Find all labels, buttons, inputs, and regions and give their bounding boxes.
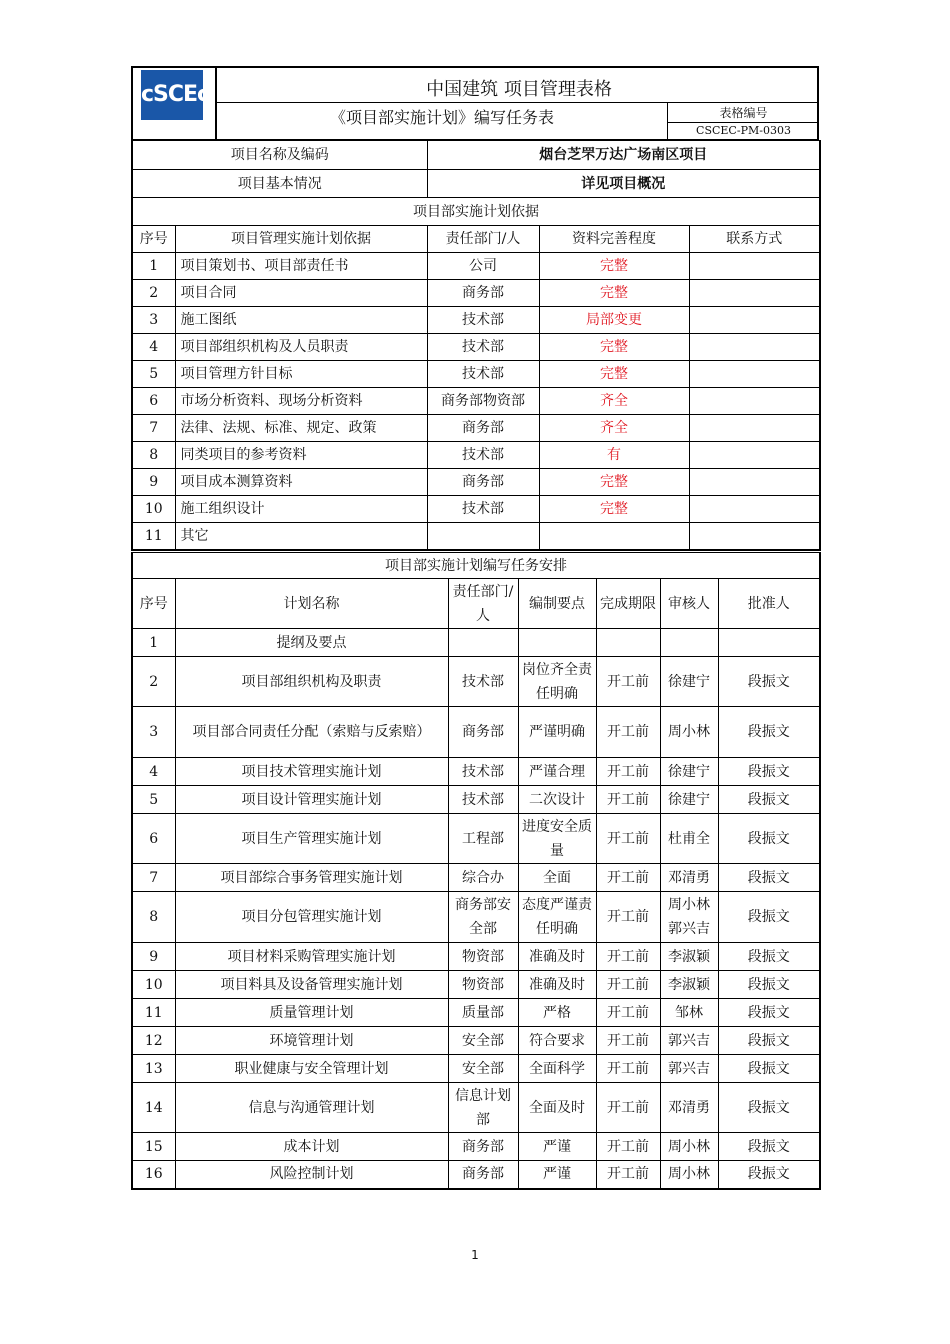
project-info-label: 项目基本情况	[132, 170, 427, 198]
task-row-name: 信息与沟通管理计划	[175, 1083, 448, 1133]
task-row-deadline: 开工前	[596, 971, 660, 999]
cscec-logo-icon	[141, 70, 210, 120]
basis-row-item: 同类项目的参考资料	[175, 442, 427, 469]
basis-section-title: 项目部实施计划依据	[132, 198, 820, 226]
task-row-approver: 段振文	[718, 999, 820, 1027]
basis-row-item: 施工组织设计	[175, 496, 427, 523]
task-row-points: 严谨明确	[518, 707, 596, 758]
task-row	[132, 814, 820, 864]
tasks-header-cell: 序号	[132, 579, 175, 629]
task-row-dept: 商务部	[448, 707, 518, 758]
task-row-points: 严谨	[518, 1161, 596, 1189]
task-row-points	[518, 629, 596, 657]
basis-row-no: 9	[132, 469, 175, 496]
basis-row-contact	[689, 334, 820, 361]
task-row	[132, 707, 820, 758]
basis-row-item: 项目部组织机构及人员职责	[175, 334, 427, 361]
logo-text: cSCEc	[141, 82, 210, 107]
basis-row-dept: 技术部	[427, 361, 539, 388]
project-name-label: 项目名称及编码	[132, 141, 427, 170]
task-row-no: 2	[132, 657, 175, 707]
task-row-points: 准确及时	[518, 943, 596, 971]
basis-row	[132, 442, 820, 469]
tasks-header-cell: 编制要点	[518, 579, 596, 629]
task-row-no: 3	[132, 707, 175, 758]
basis-row-status: 齐全	[539, 415, 689, 442]
task-row-deadline: 开工前	[596, 892, 660, 943]
basis-row-no: 7	[132, 415, 175, 442]
task-row-no: 11	[132, 999, 175, 1027]
project-name-value: 烟台芝罘万达广场南区项目	[427, 141, 820, 170]
task-row	[132, 758, 820, 786]
tasks-section-row	[132, 552, 820, 579]
basis-row-item: 市场分析资料、现场分析资料	[175, 388, 427, 415]
task-row-approver: 段振文	[718, 1055, 820, 1083]
basis-row-dept: 商务部	[427, 469, 539, 496]
task-row-approver: 段振文	[718, 657, 820, 707]
task-row-points: 进度安全质量	[518, 814, 596, 864]
task-row-reviewer: 周小林	[660, 1161, 718, 1189]
task-row-name: 质量管理计划	[175, 999, 448, 1027]
task-row-points: 符合要求	[518, 1027, 596, 1055]
task-row-deadline: 开工前	[596, 657, 660, 707]
form-code-value: CSCEC-PM-0303	[696, 124, 791, 137]
basis-row-dept: 技术部	[427, 334, 539, 361]
tasks-header-cell: 完成期限	[596, 579, 660, 629]
task-row-no: 10	[132, 971, 175, 999]
form-code-label: 表格编号	[719, 106, 768, 120]
basis-row-dept: 商务部	[427, 415, 539, 442]
task-row-dept: 技术部	[448, 657, 518, 707]
basis-row-no: 8	[132, 442, 175, 469]
basis-row-no: 6	[132, 388, 175, 415]
task-row-dept	[448, 629, 518, 657]
task-row-no: 12	[132, 1027, 175, 1055]
task-row-reviewer: 郭兴吉	[660, 1027, 718, 1055]
task-row-dept: 商务部安全部	[448, 892, 518, 943]
logo-box	[133, 68, 217, 140]
task-row-approver: 段振文	[718, 758, 820, 786]
task-row-dept: 商务部	[448, 1133, 518, 1161]
task-row-deadline: 开工前	[596, 786, 660, 814]
basis-row-contact	[689, 253, 820, 280]
task-row-approver: 段振文	[718, 1133, 820, 1161]
task-row-reviewer: 郭兴吉	[660, 1055, 718, 1083]
task-row-approver	[718, 629, 820, 657]
task-row-no: 1	[132, 629, 175, 657]
task-row-reviewer: 邹林	[660, 999, 718, 1027]
basis-row-status: 有	[539, 442, 689, 469]
basis-row-dept	[427, 523, 539, 550]
basis-row-item: 其它	[175, 523, 427, 550]
task-row-name: 项目生产管理实施计划	[175, 814, 448, 864]
basis-row-no: 10	[132, 496, 175, 523]
task-row	[132, 1083, 820, 1133]
task-row-dept: 信息计划部	[448, 1083, 518, 1133]
task-row-approver: 段振文	[718, 943, 820, 971]
basis-row	[132, 388, 820, 415]
basis-row	[132, 253, 820, 280]
task-row-name: 项目料具及设备管理实施计划	[175, 971, 448, 999]
task-row	[132, 971, 820, 999]
task-row-deadline: 开工前	[596, 943, 660, 971]
basis-row-status: 完整	[539, 469, 689, 496]
basis-row-item: 施工图纸	[175, 307, 427, 334]
task-row-deadline: 开工前	[596, 1055, 660, 1083]
basis-row-contact	[689, 469, 820, 496]
task-row-no: 8	[132, 892, 175, 943]
basis-row-status: 完整	[539, 496, 689, 523]
tasks-header-cell: 审核人	[660, 579, 718, 629]
task-row-approver: 段振文	[718, 1083, 820, 1133]
task-row-dept: 技术部	[448, 758, 518, 786]
task-row-name: 职业健康与安全管理计划	[175, 1055, 448, 1083]
task-row-points: 严格	[518, 999, 596, 1027]
task-row-points: 全面科学	[518, 1055, 596, 1083]
project-info-row	[132, 170, 820, 198]
task-row-deadline: 开工前	[596, 707, 660, 758]
basis-row-no: 3	[132, 307, 175, 334]
task-row	[132, 1133, 820, 1161]
form-code-box	[667, 102, 819, 140]
task-row-no: 4	[132, 758, 175, 786]
basis-row-status: 完整	[539, 253, 689, 280]
tasks-header-row	[132, 579, 820, 629]
basis-row	[132, 469, 820, 496]
basis-row-dept: 技术部	[427, 307, 539, 334]
basis-row	[132, 523, 820, 550]
task-row-name: 风险控制计划	[175, 1161, 448, 1189]
task-row-dept: 技术部	[448, 786, 518, 814]
basis-row-contact	[689, 361, 820, 388]
basis-row-item: 项目管理方针目标	[175, 361, 427, 388]
task-row	[132, 1055, 820, 1083]
task-row-approver: 段振文	[718, 864, 820, 892]
task-row-deadline: 开工前	[596, 1027, 660, 1055]
task-row-no: 7	[132, 864, 175, 892]
task-row-dept: 商务部	[448, 1161, 518, 1189]
task-row-name: 项目材料采购管理实施计划	[175, 943, 448, 971]
basis-row-contact	[689, 442, 820, 469]
task-row	[132, 943, 820, 971]
task-row-deadline: 开工前	[596, 1133, 660, 1161]
basis-row	[132, 361, 820, 388]
task-row-deadline	[596, 629, 660, 657]
task-row-reviewer: 周小林	[660, 707, 718, 758]
basis-row-no: 11	[132, 523, 175, 550]
task-row	[132, 892, 820, 943]
task-row-reviewer: 徐建宁	[660, 758, 718, 786]
form-subtitle: 《项目部实施计划》编写任务表	[329, 108, 554, 127]
task-row-reviewer: 徐建宁	[660, 786, 718, 814]
task-row-reviewer: 李淑颖	[660, 971, 718, 999]
task-row	[132, 1027, 820, 1055]
basis-row-no: 5	[132, 361, 175, 388]
task-row-points: 全面	[518, 864, 596, 892]
task-row	[132, 1161, 820, 1189]
basis-row-contact	[689, 307, 820, 334]
task-row-deadline: 开工前	[596, 758, 660, 786]
task-row	[132, 864, 820, 892]
task-row-no: 6	[132, 814, 175, 864]
basis-row-no: 1	[132, 253, 175, 280]
basis-header-cell: 资料完善程度	[539, 226, 689, 253]
basis-row-contact	[689, 496, 820, 523]
task-row-deadline: 开工前	[596, 814, 660, 864]
task-row-dept: 安全部	[448, 1055, 518, 1083]
task-row-deadline: 开工前	[596, 999, 660, 1027]
tasks-header-cell: 责任部门/人	[448, 579, 518, 629]
task-row-name: 项目技术管理实施计划	[175, 758, 448, 786]
basis-row	[132, 415, 820, 442]
task-row-points: 岗位齐全责任明确	[518, 657, 596, 707]
basis-row-dept: 商务部物资部	[427, 388, 539, 415]
task-row-approver: 段振文	[718, 1027, 820, 1055]
task-row-approver: 段振文	[718, 814, 820, 864]
tasks-table	[131, 550, 821, 1190]
task-row-deadline: 开工前	[596, 1083, 660, 1133]
task-row-no: 13	[132, 1055, 175, 1083]
form-sheet	[131, 66, 819, 1190]
task-row-reviewer: 周小林	[660, 1133, 718, 1161]
basis-row-status	[539, 523, 689, 550]
task-row	[132, 629, 820, 657]
basis-row-status: 完整	[539, 361, 689, 388]
task-row-dept: 物资部	[448, 943, 518, 971]
task-row-points: 准确及时	[518, 971, 596, 999]
task-row-name: 项目部合同责任分配（索赔与反索赔）	[175, 707, 448, 758]
task-row-approver: 段振文	[718, 786, 820, 814]
basis-row-contact	[689, 280, 820, 307]
task-row-name: 项目部组织机构及职责	[175, 657, 448, 707]
task-row-approver: 段振文	[718, 971, 820, 999]
basis-header-row	[132, 226, 820, 253]
task-row-reviewer: 邓清勇	[660, 1083, 718, 1133]
task-row-dept: 工程部	[448, 814, 518, 864]
task-row-dept: 安全部	[448, 1027, 518, 1055]
project-name-row	[132, 141, 820, 170]
task-row-approver: 段振文	[718, 707, 820, 758]
basis-row	[132, 280, 820, 307]
task-row-name: 提纲及要点	[175, 629, 448, 657]
basis-row	[132, 334, 820, 361]
basis-row-status: 完整	[539, 334, 689, 361]
task-row-name: 环境管理计划	[175, 1027, 448, 1055]
form-header	[131, 66, 819, 140]
task-row-deadline: 开工前	[596, 1161, 660, 1189]
task-row-no: 14	[132, 1083, 175, 1133]
basis-row-contact	[689, 415, 820, 442]
basis-row-status: 齐全	[539, 388, 689, 415]
task-row-name: 成本计划	[175, 1133, 448, 1161]
task-row-dept: 质量部	[448, 999, 518, 1027]
basis-header-cell: 序号	[132, 226, 175, 253]
tasks-header-cell: 批准人	[718, 579, 820, 629]
basis-row-dept: 商务部	[427, 280, 539, 307]
basis-row-contact	[689, 523, 820, 550]
basis-section-row	[132, 198, 820, 226]
form-code-divider	[668, 122, 819, 123]
basis-row-dept: 技术部	[427, 496, 539, 523]
basis-row-dept: 技术部	[427, 442, 539, 469]
basis-row-status: 局部变更	[539, 307, 689, 334]
task-row-points: 严谨合理	[518, 758, 596, 786]
task-row	[132, 657, 820, 707]
task-row-deadline: 开工前	[596, 864, 660, 892]
task-row-reviewer: 李淑颖	[660, 943, 718, 971]
basis-row	[132, 496, 820, 523]
project-info-value: 详见项目概况	[427, 170, 820, 198]
task-row-points: 二次设计	[518, 786, 596, 814]
task-row-points: 态度严谨责任明确	[518, 892, 596, 943]
basis-row-item: 项目策划书、项目部责任书	[175, 253, 427, 280]
task-row-approver: 段振文	[718, 892, 820, 943]
task-row-name: 项目设计管理实施计划	[175, 786, 448, 814]
basis-row-item: 法律、法规、标准、规定、政策	[175, 415, 427, 442]
basis-row-no: 2	[132, 280, 175, 307]
task-row-dept: 综合办	[448, 864, 518, 892]
basis-row-contact	[689, 388, 820, 415]
basis-header-cell: 联系方式	[689, 226, 820, 253]
task-row-reviewer	[660, 629, 718, 657]
task-row	[132, 786, 820, 814]
basis-table	[131, 140, 821, 550]
basis-header-cell: 项目管理实施计划依据	[175, 226, 427, 253]
task-row-approver: 段振文	[718, 1161, 820, 1189]
task-row-reviewer: 杜甫全	[660, 814, 718, 864]
page-number: 1	[471, 1248, 479, 1262]
task-row-name: 项目部综合事务管理实施计划	[175, 864, 448, 892]
task-row-reviewer: 邓清勇	[660, 864, 718, 892]
tasks-section-title: 项目部实施计划编写任务安排	[132, 552, 820, 579]
task-row-name: 项目分包管理实施计划	[175, 892, 448, 943]
form-title: 中国建筑 项目管理表格	[426, 79, 612, 100]
task-row-no: 9	[132, 943, 175, 971]
task-row-no: 16	[132, 1161, 175, 1189]
task-row-reviewer: 徐建宁	[660, 657, 718, 707]
task-row-reviewer: 周小林郭兴吉	[660, 892, 718, 943]
basis-header-cell: 责任部门/人	[427, 226, 539, 253]
task-row-no: 5	[132, 786, 175, 814]
basis-row	[132, 307, 820, 334]
basis-row-item: 项目成本测算资料	[175, 469, 427, 496]
basis-row-item: 项目合同	[175, 280, 427, 307]
task-row-dept: 物资部	[448, 971, 518, 999]
task-row-points: 全面及时	[518, 1083, 596, 1133]
task-row-no: 15	[132, 1133, 175, 1161]
basis-row-no: 4	[132, 334, 175, 361]
tasks-header-cell: 计划名称	[175, 579, 448, 629]
task-row-points: 严谨	[518, 1133, 596, 1161]
basis-row-status: 完整	[539, 280, 689, 307]
task-row	[132, 999, 820, 1027]
basis-row-dept: 公司	[427, 253, 539, 280]
